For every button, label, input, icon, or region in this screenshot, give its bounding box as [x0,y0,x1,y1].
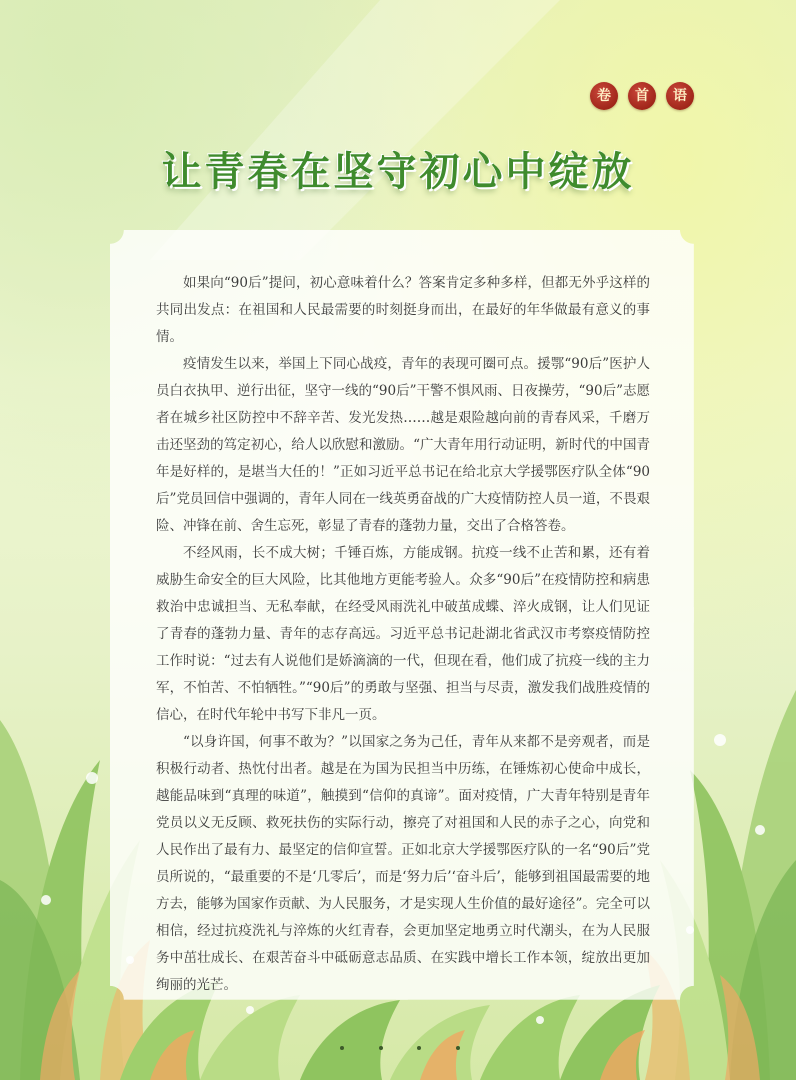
dot [456,1046,460,1050]
bottom-dots [340,1046,460,1050]
dot [417,1046,421,1050]
column-badge-char: 首 [628,82,656,110]
dot [379,1046,383,1050]
paragraph: “以身许国，何事不敢为？”以国家之务为己任，青年从来都不是旁观者，而是积极行动者、热忱付出者。越是在为国为民担当中历练，在锤炼初心使命中成长，越能品味到“真理的味道”，触摸到“信仰的真谛”。面对疫情，广大青年特别是青年党员以义无反顾、救死扶伤的实际行动，擦亮了对祖国和人民的赤子之心，向党和人民作出了最有力、最坚定的信仰宣誓。正如北京大学援鄂医疗队的一名“90后”党员所说的，“最重要的不是‘几零后’，而是‘努力后’‘奋斗后’，能够到祖国最需要的地方去，能够为国家作贡献、为人民服务，才是实现人生价值的最好途径”。完全可以相信，经过抗疫洗礼与淬炼的火红青春，会更加坚定地勇立时代潮头，在为人民服务中茁壮成长、在艰苦奋斗中砥砺意志品质、在实践中增长工作本领，绽放出更加绚丽的光芒。 [156,734,650,993]
dot [340,1046,344,1050]
paragraph: 不经风雨，长不成大树；千锤百炼，方能成钢。抗疫一线不止苦和累，还有着威胁生命安全的巨大风险，比其他地方更能考验人。众多“90后”在疫情防控和病患救治中忠诚担当、无私奉献，在经受风雨洗礼中破茧成蝶、淬火成钢，让人们见证了青春的蓬勃力量、青年的志存高远。习近平总书记赴湖北省武汉市考察疫情防控工作时说：“过去有人说他们是娇滴滴的一代，但现在看，他们成了抗疫一线的主力军，不怕苦、不怕牺牲。”“90后”的勇敢与坚强、担当与尽责，激发我们战胜疫情的信心，在时代年轮中书写下非凡一页。 [156,545,650,723]
article-title: 让青春在坚守初心中绽放 [161,149,635,195]
article-body [156,270,650,999]
paragraph: 如果向“90后”提问，初心意味着什么？答案肯定多种多样，但都无外乎这样的共同出发点：在祖国和人民最需要的时刻挺身而出，在最好的年华做最有意义的事情。 [156,275,650,345]
column-badge-char: 语 [666,82,694,110]
column-badges [590,82,694,110]
column-badge-char: 卷 [590,82,618,110]
paragraph: 疫情发生以来，举国上下同心战疫，青年的表现可圈可点。援鄂“90后”医护人员白衣执甲、逆行出征，坚守一线的“90后”干警不惧风雨、日夜操劳，“90后”志愿者在城乡社区防控中不辞辛苦、发光发热……越是艰险越向前的青春风采，千磨万击还坚劲的笃定初心，给人以欣慰和激励。“广大青年用行动证明，新时代的中国青年是好样的，是堪当大任的！”正如习近平总书记在给北京大学援鄂医疗队全体“90后”党员回信中强调的，青年人同在一线英勇奋战的广大疫情防控人员一道，不畏艰险、冲锋在前、舍生忘死，彰显了青春的蓬勃力量，交出了合格答卷。 [156,356,650,534]
